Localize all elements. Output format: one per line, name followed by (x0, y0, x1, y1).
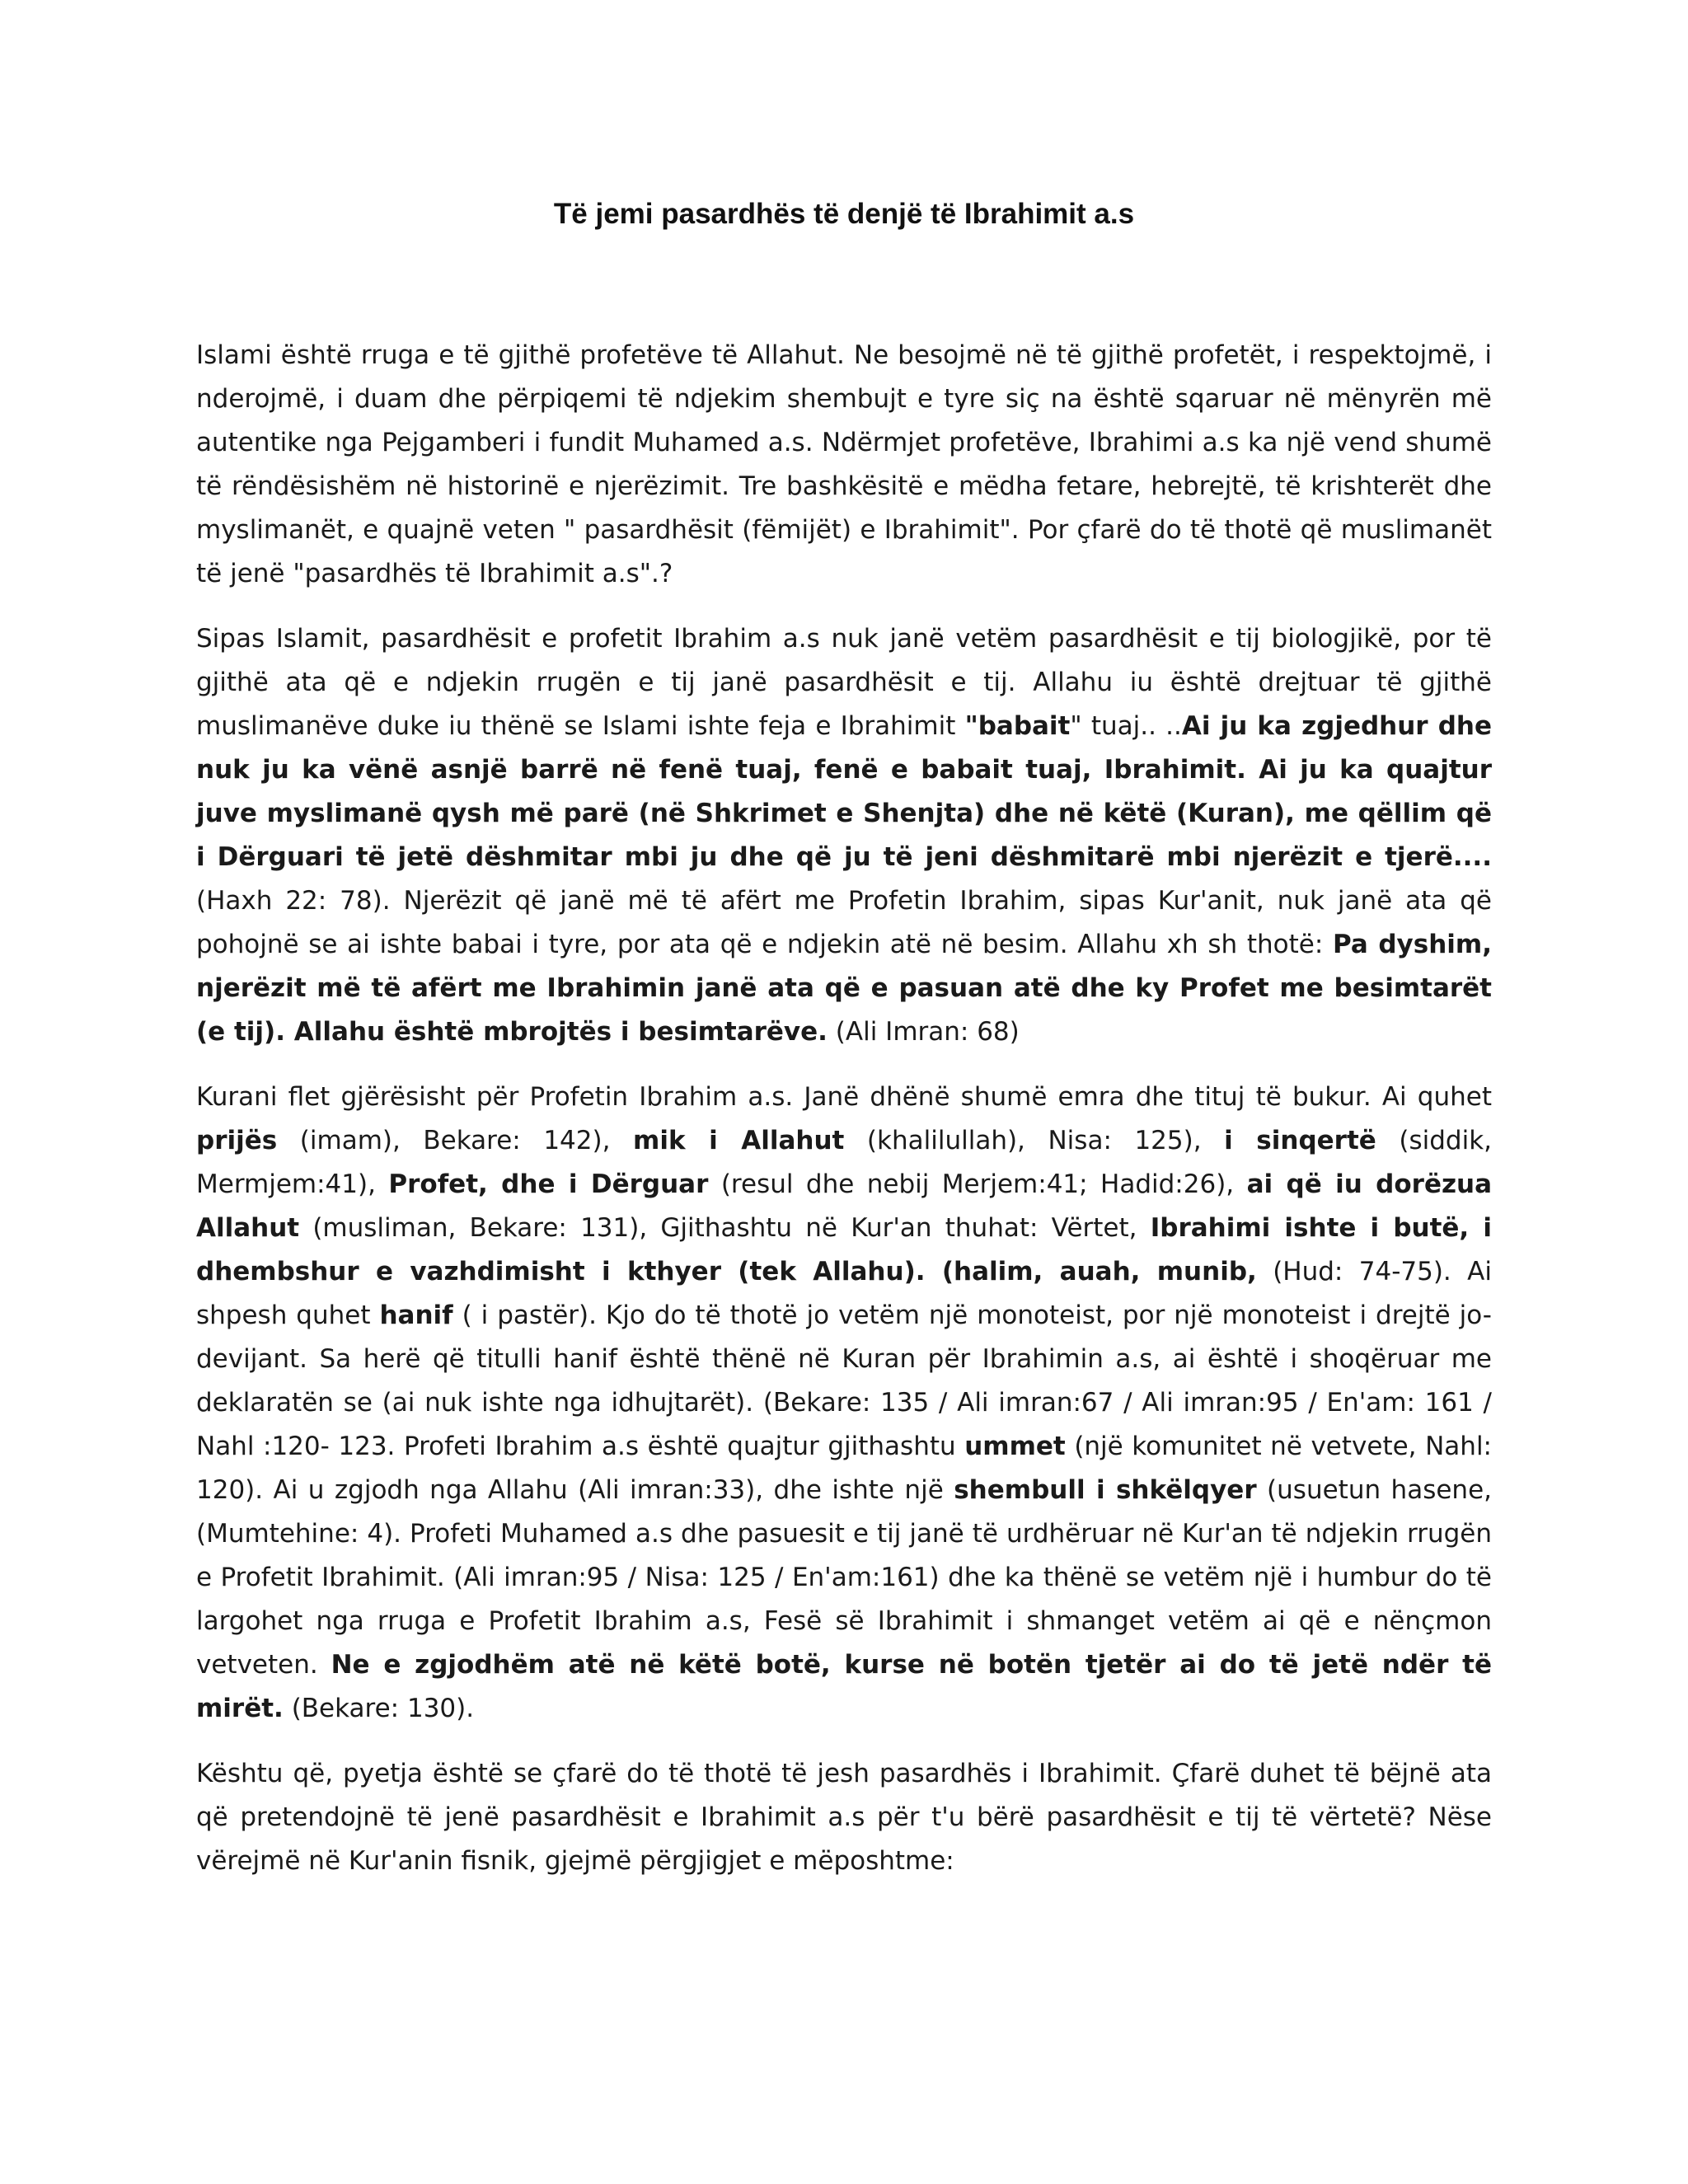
bold-text-run: hanif (379, 1301, 453, 1330)
bold-text-run: "babait (964, 711, 1071, 741)
text-run: Kurani flet gjërësisht për Profetin Ibrahim a.s. Janë dhënë shumë emra dhe tituj të bukur. Ai quhet (196, 1082, 1492, 1112)
text-run: (Ali Imran: 68) (827, 1017, 1020, 1047)
text-run: (imam), Bekare: 142), (277, 1126, 634, 1155)
text-run: (usuetun hasene, (Mumtehine: 4). Profeti Muhamed a.s dhe pasuesit e tij janë të urdhëruar në Kur'an të ndjekin rrugën e Profetit Ibrahimit. (Ali imran:95 / Nisa: 125 / En'am:161) dhe ka thënë se vetëm një i humbur do të largohet nga rruga e Profetit Ibrahim a.s, Fesë së Ibrahimit i shmanget vetëm ai që e nënçmon vetveten. (196, 1475, 1492, 1680)
bold-text-run: Profet, dhe i Dërguar (388, 1169, 709, 1199)
text-run: (Bekare: 130). (283, 1694, 475, 1723)
bold-text-run: shembull i shkëlqyer (954, 1475, 1257, 1505)
document-body (196, 334, 1492, 1905)
quran-quote: Ai ju ka zgjedhur dhe nuk ju ka vënë asnjë barrë në fenë tuaj, fenë e babait tuaj, Ibrahimit. Ai ju ka quajtur juve myslimanë qysh më parë (në Shkrimet e Shenjta) dhe në këtë (Kuran), me qëllim që i Dërguari të jetë dëshmitar mbi ju dhe që ju të jeni dëshmitarë mbi njerëzit e tjerë.... (196, 711, 1492, 872)
text-run: Sipas Islamit, pasardhësit e profetit Ibrahim a.s nuk janë vetëm pasardhësit e tij biologjikë, por të gjithë ata që e ndjekin rrugën e tij janë pasardhësit e tij. Allahu iu është drejtuar të gjithë muslimanëve duke iu thënë se Islami ishte feja e Ibrahimit (196, 624, 1492, 741)
text-run: " tuaj.. .. (1070, 711, 1182, 741)
bold-text-run: mik i Allahut (633, 1126, 845, 1155)
bold-text-run: i sinqertë (1224, 1126, 1376, 1155)
text-run: (një komunitet në vetvete, Nahl: 120). Ai u zgjodh nga Allahu (Ali imran:33), dhe ishte një (196, 1432, 1492, 1505)
quran-quote: Pa dyshim, njerëzit më të afërt me Ibrahimin janë ata që e pasuan atë dhe ky Profet me besimtarët (e tij). Allahu është mbrojtës i besimtarëve. (196, 930, 1492, 1047)
text-run: (Hud: 74-75). Ai shpesh quhet (196, 1257, 1492, 1330)
paragraph-titles (196, 1076, 1492, 1731)
bold-text-run: prijës (196, 1126, 278, 1155)
text-run: (siddik, Mermjem:41), (196, 1126, 1493, 1199)
text-run: Kështu që, pyetja është se çfarë do të thotë të jesh pasardhës i Ibrahimit. Çfarë duhet të bëjnë ata që pretendojnë të jenë pasardhësit e Ibrahimit a.s për t'u bërë pasardhësit e tij të vërtetë? Nëse vërejmë në Kur'anin fisnik, gjejmë përgjigjet e mëposhtme: (196, 1759, 1492, 1876)
page-title: Të jemi pasardhës të denjë të Ibrahimit a.s (553, 198, 1135, 230)
text-run: Islami është rruga e të gjithë profetëve të Allahut. Ne besojmë në të gjithë profetët, i respektojmë, i nderojmë, i duam dhe përpiqemi të ndjekim shembujt e tyre siç na është sqaruar në mënyrën më autentike nga Pejgamberi i fundit Muhamed a.s. Ndërmjet profetëve, Ibrahimi a.s ka një vend shumë të rëndësishëm në historinë e njerëzimit. Tre bashkësitë e mëdha fetare, hebrejtë, të krishterët dhe myslimanët, e quajnë veten " pasardhësit (fëmijët) e Ibrahimit". Por çfarë do të thotë që muslimanët të jenë "pasardhës të Ibrahimit a.s".? (196, 340, 1492, 588)
text-run: (khalilullah), Nisa: 125), (844, 1126, 1225, 1155)
text-run: (musliman, Bekare: 131), Gjithashtu në Kur'an thuhat: Vërtet, (299, 1213, 1151, 1243)
bold-text-run: ummet (964, 1432, 1066, 1461)
text-run: (Haxh 22: 78). Njerëzit që janë më të afërt me Profetin Ibrahim, sipas Kur'anit, nuk janë ata që pohojnë se ai ishte babai i tyre, por ata që e ndjekin atë në besim. Allahu xh sh thotë: (196, 886, 1492, 959)
text-run: ( i pastër). Kjo do të thotë jo vetëm një monoteist, por një monoteist i drejtë jo-devijant. Sa herë që titulli hanif është thënë në Kuran për Ibrahimin a.s, ai është i shoqëruar me deklaratën se (ai nuk ishte nga idhujtarët). (Bekare: 135 / Ali imran:67 / Ali imran:95 / En'am: 161 / Nahl :120- 123. Profeti Ibrahim a.s është quajtur gjithashtu (196, 1301, 1492, 1461)
paragraph-intro (196, 334, 1492, 596)
paragraph-descendants (196, 617, 1492, 1054)
paragraph-question (196, 1752, 1492, 1883)
bold-text-run: Ibrahimi ishte i butë, i dhembshur e vazhdimisht i kthyer (tek Allahu). (halim, auah, munib, (196, 1213, 1492, 1286)
bold-text-run: ai që iu dorëzua Allahut (196, 1169, 1493, 1243)
text-run: (resul dhe nebij Merjem:41; Hadid:26), (708, 1169, 1247, 1199)
quran-quote: Ne e zgjodhëm atë në këtë botë, kurse në botën tjetër ai do të jetë ndër të mirët. (196, 1650, 1492, 1723)
